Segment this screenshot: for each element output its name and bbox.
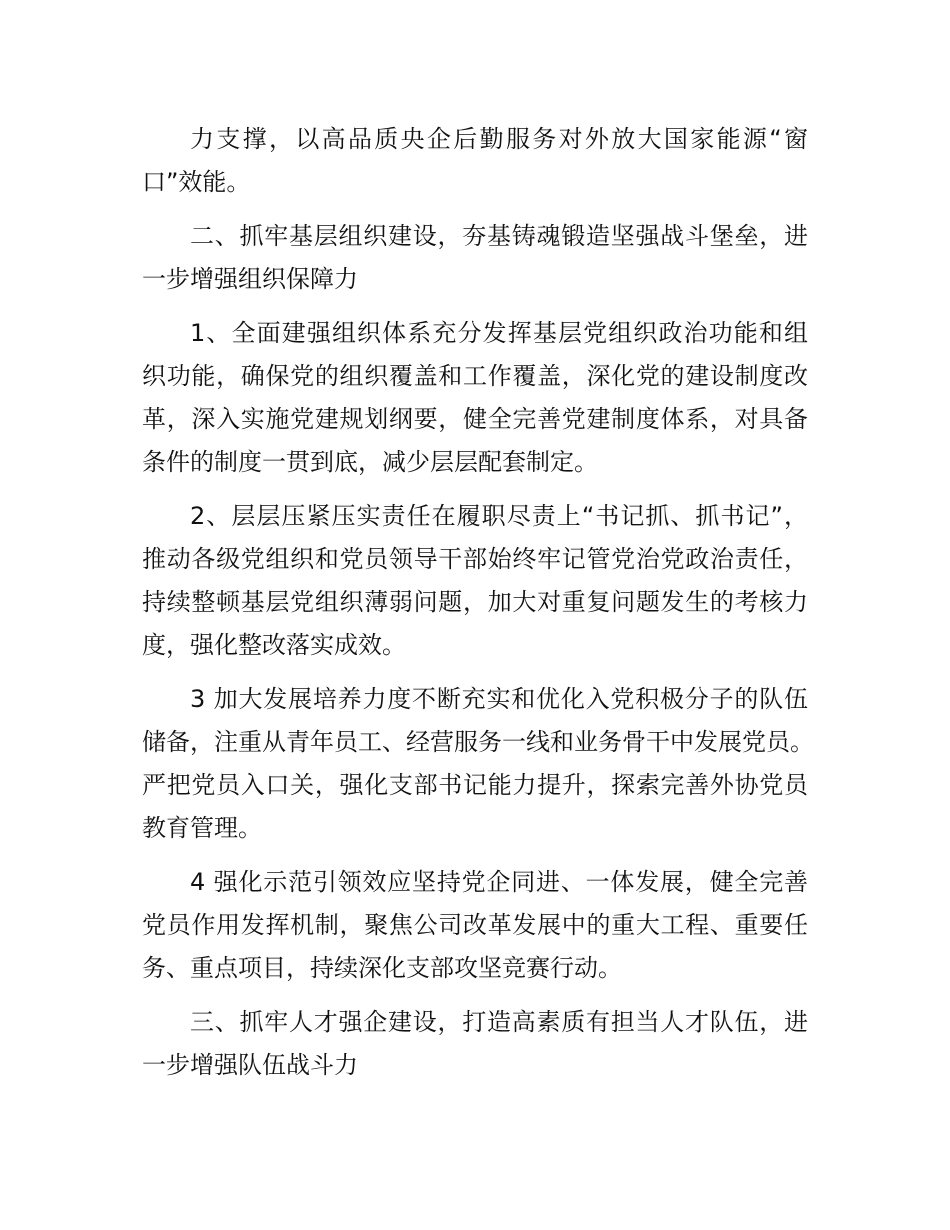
text-line: 持续整顿基层党组织薄弱问题，加大对重复问题发生的考核力 xyxy=(142,588,808,616)
text-line: 口”效能。 xyxy=(142,168,251,196)
text-line: 革，深入实施党建规划纲要，健全完善党建制度体系，对具备 xyxy=(142,405,808,433)
paragraph xyxy=(142,312,808,484)
text-line: 推动各级党组织和党员领导干部始终牢记管党治党政治责任， xyxy=(142,545,808,573)
text-line: 严把党员入口关，强化支部书记能力提升，探索完善外协党员 xyxy=(142,771,808,799)
paragraph xyxy=(142,118,808,204)
text-line: 三、抓牢人才强企建设，打造高素质有担当人才队伍，进 xyxy=(190,1008,808,1036)
text-line: 一步增强组织保障力 xyxy=(142,265,358,293)
text-line: 务、重点项目，持续深化支部攻坚竞赛行动。 xyxy=(142,954,622,982)
paragraph xyxy=(142,495,808,667)
text-line: 教育管理。 xyxy=(142,814,262,842)
text-line: 1、全面建强组织体系充分发挥基层党组织政治功能和组 xyxy=(190,319,808,347)
text-line: 2、层层压紧压实责任在履职尽责上“书记抓、抓书记”， xyxy=(190,502,808,530)
text-line: 度，强化整改落实成效。 xyxy=(142,631,406,659)
text-line: 二、抓牢基层组织建设，夯基铸魂锻造坚强战斗堡垒，进 xyxy=(190,222,808,250)
paragraph xyxy=(142,861,808,990)
text-line: 一步增强队伍战斗力 xyxy=(142,1051,358,1079)
text-line: 力支撑，以高品质央企后勤服务对外放大国家能源“窗 xyxy=(190,125,808,153)
text-line: 条件的制度一贯到底，减少层层配套制定。 xyxy=(142,448,598,476)
document-page xyxy=(142,118,814,1098)
text-line: 党员作用发挥机制，聚焦公司改革发展中的重大工程、重要任 xyxy=(142,911,808,939)
paragraph xyxy=(142,678,814,850)
paragraph xyxy=(142,1001,808,1087)
paragraph xyxy=(142,215,808,301)
text-line: 织功能，确保党的组织覆盖和工作覆盖，深化党的建设制度改 xyxy=(142,362,808,390)
text-line: 储备，注重从青年员工、经营服务一线和业务骨干中发展党员。 xyxy=(142,728,814,756)
text-line: 3 加大发展培养力度不断充实和优化入党积极分子的队伍 xyxy=(190,685,808,713)
text-line: 4 强化示范引领效应坚持党企同进、一体发展，健全完善 xyxy=(190,868,808,896)
